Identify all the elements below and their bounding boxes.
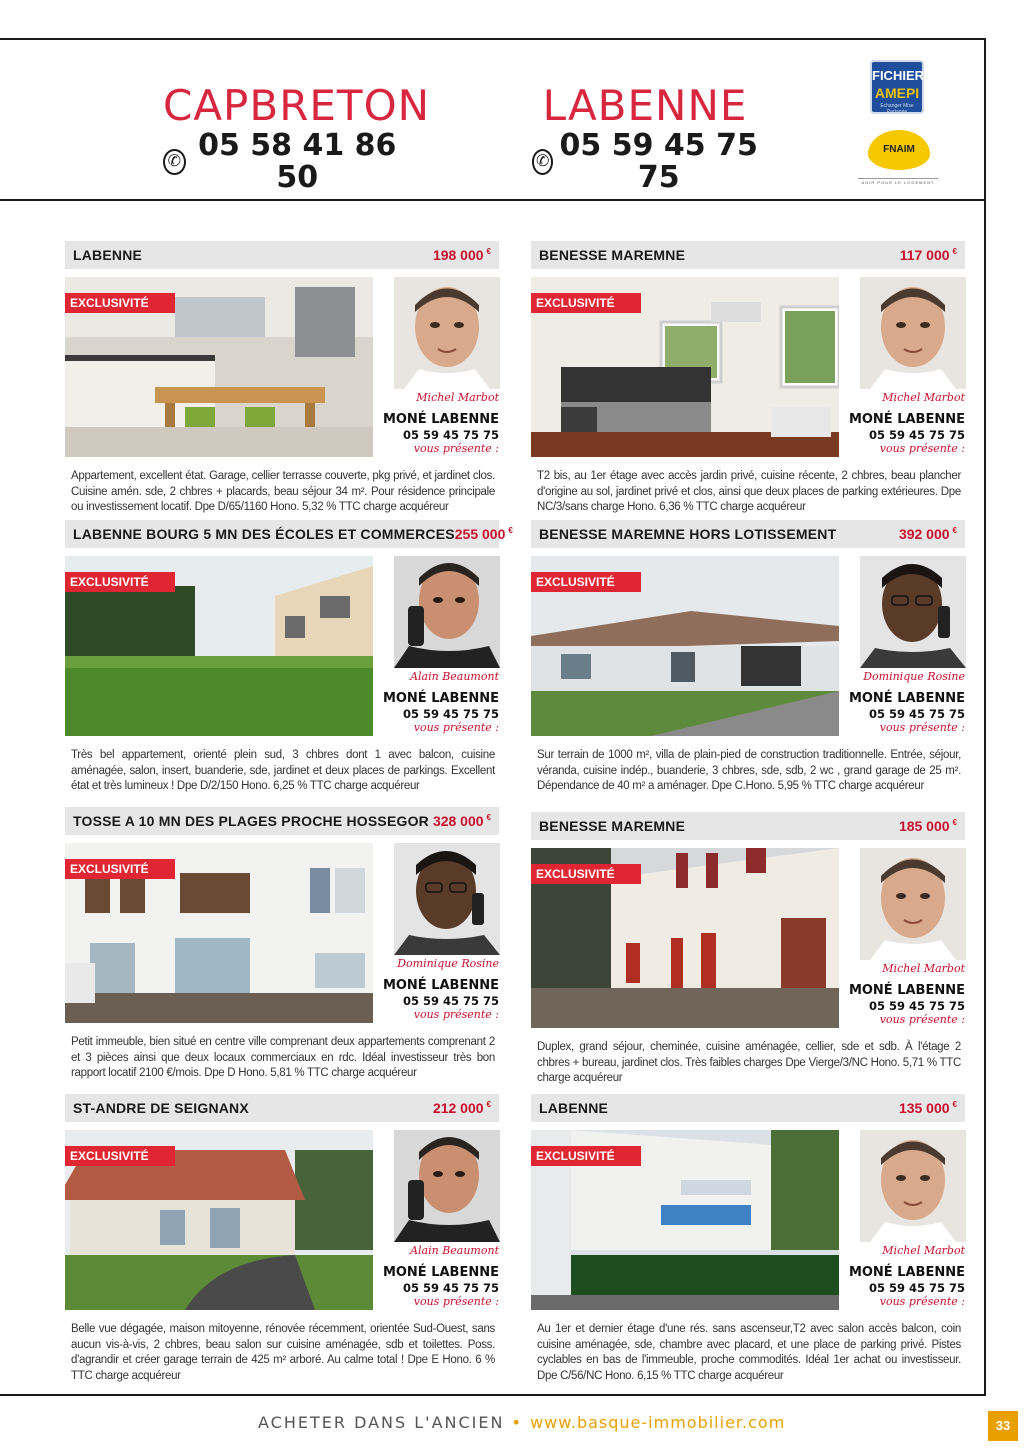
presents-text: vous présente : bbox=[879, 1013, 965, 1026]
agency-name: LABENNE bbox=[542, 81, 748, 130]
footer-bullet: • bbox=[511, 1413, 523, 1432]
listing-description: Belle vue dégagée, maison mitoyenne, rénovée récemment, orientée Sud-Ouest, sans aucun vis-à-vis, 2 chbres, beau salon sur cuisine aménagée, sdb et toilettes. Poss. d'agrandir et créer garage terrain de 425 m² arboré. Au calme total ! Dpe E Hono. 6 % TTC charge acquéreur bbox=[71, 1323, 495, 1382]
price-value: 198 000 bbox=[432, 247, 484, 263]
listing-location: BENESSE MAREMNE bbox=[539, 818, 686, 834]
listing-card[interactable] bbox=[531, 520, 965, 792]
price-currency: € bbox=[952, 1100, 957, 1109]
website-link[interactable]: www.basque-immobilier.com bbox=[530, 1413, 786, 1432]
listing-location: ST-ANDRE DE SEIGNANX bbox=[73, 1100, 249, 1116]
listing-description: Au 1er et dernier étage d'une rés. sans ascenseur,T2 avec salon accès balcon, coin cuisine aménagée, sde, chambre avec placard, et une place de parking privé. Pistes cyclables en bas de l'immeuble, proche commodités. Idéal 1er achat ou investisseur. Dpe C/56/NC Hono. 6,15 % TTC charge acquéreur bbox=[537, 1323, 961, 1382]
office-phone[interactable]: 05 59 45 75 75 bbox=[402, 994, 499, 1008]
listing-header bbox=[531, 241, 965, 269]
property-photo[interactable] bbox=[531, 848, 839, 1028]
presents-text: vous présente : bbox=[879, 721, 965, 734]
listing-description: T2 bis, au 1er étage avec accès jardin privé, cuisine récente, 2 chbres, beau plancher d'origine au sol, jardinet privé et clos, ainsi que deux places de parking extérieures. Dpe NC/3/sans charge Hono. 6,36 % TTC charge acquéreur bbox=[537, 470, 961, 513]
listing-description: Très bel appartement, orienté plein sud, 3 chbres dont 1 avec balcon, cuisine aménagée, salon, insert, buanderie, sde, jardinet et deux places de parkings. Excellent état et très lumineux ! Dpe D/2/150 Hono. 6,25 % TTC charge acquéreur bbox=[71, 749, 495, 792]
listing-price bbox=[899, 526, 957, 542]
exclusivity-badge: EXCLUSIVITÉ bbox=[65, 293, 175, 313]
price-value: 392 000 bbox=[898, 526, 950, 542]
price-currency: € bbox=[952, 526, 957, 535]
listing-description: Duplex, grand séjour, cheminée, cuisine aménagée, cellier, sde et sdb. À l'étage 2 chbres + bureau, jardinet clos. Très faibles charges Dpe Vierge/3/NC Hono. 5,71 % TTC charge acquéreur bbox=[537, 1041, 961, 1084]
listing-location: BENESSE MAREMNE bbox=[539, 247, 686, 263]
price-currency: € bbox=[486, 813, 491, 822]
agency-phone-number: 05 59 45 75 75 bbox=[559, 128, 758, 195]
office-phone[interactable]: 05 59 45 75 75 bbox=[868, 999, 965, 1013]
listing-header bbox=[65, 241, 499, 269]
fnaim-tagline: AGIR POUR LE LOGEMENT bbox=[858, 178, 938, 185]
office-phone[interactable]: 05 59 45 75 75 bbox=[402, 707, 499, 721]
phone-icon: ✆ bbox=[163, 149, 186, 175]
office-phone[interactable]: 05 59 45 75 75 bbox=[868, 428, 965, 442]
price-value: 328 000 bbox=[432, 813, 484, 829]
agency-phone-number: 05 58 41 86 50 bbox=[198, 128, 397, 195]
office-name: MONÉ LABENNE bbox=[848, 1265, 965, 1280]
office-name: MONÉ LABENNE bbox=[382, 1265, 499, 1280]
listing-card[interactable] bbox=[65, 520, 513, 792]
price-currency: € bbox=[486, 1100, 491, 1109]
office-name: MONÉ LABENNE bbox=[848, 412, 965, 427]
fnaim-logo: FNAIM bbox=[868, 130, 930, 170]
presents-text: vous présente : bbox=[413, 442, 499, 455]
listing-card[interactable] bbox=[531, 1094, 965, 1382]
agency-phone[interactable] bbox=[163, 130, 403, 194]
office-name: MONÉ LABENNE bbox=[382, 978, 499, 993]
agent-signature: Michel Marbot bbox=[882, 1244, 965, 1257]
office-name: MONÉ LABENNE bbox=[382, 691, 499, 706]
presents-text: vous présente : bbox=[413, 1008, 499, 1021]
listing-header bbox=[65, 520, 513, 548]
presents-text: vous présente : bbox=[879, 442, 965, 455]
page-number: 33 bbox=[988, 1411, 1018, 1441]
listing-header bbox=[531, 812, 965, 840]
price-value: 185 000 bbox=[898, 818, 950, 834]
agent-photo bbox=[860, 556, 966, 668]
listing-price bbox=[433, 1100, 491, 1116]
price-currency: € bbox=[952, 247, 957, 256]
agent-signature: Michel Marbot bbox=[882, 962, 965, 975]
agency-name: CAPBRETON bbox=[163, 81, 431, 130]
listing-price bbox=[900, 247, 957, 263]
office-name: MONÉ LABENNE bbox=[848, 983, 965, 998]
listing-location: BENESSE MAREMNE HORS LOTISSEMENT bbox=[539, 526, 837, 542]
listing-description: Petit immeuble, bien situé en centre ville comprenant deux appartements comprenant 2 et 3 pièces ainsi que deux locaux commerciaux en rdc. Idéal investisseur très bon rapport locatif 2100 €/mois. Dpe D Hono. 5,81 % TTC charge acquéreur bbox=[71, 1036, 495, 1079]
property-photo[interactable] bbox=[531, 556, 839, 736]
listing-price bbox=[455, 526, 513, 542]
property-photo[interactable] bbox=[65, 843, 373, 1023]
agent-signature: Michel Marbot bbox=[882, 391, 965, 404]
exclusivity-badge: EXCLUSIVITÉ bbox=[531, 572, 641, 592]
listing-price bbox=[433, 247, 491, 263]
listing-location: TOSSE A 10 MN DES PLAGES PROCHE HOSSEGOR bbox=[73, 813, 429, 829]
listing-header bbox=[531, 1094, 965, 1122]
header-divider bbox=[0, 199, 986, 201]
footer bbox=[258, 1413, 785, 1432]
price-currency: € bbox=[508, 526, 513, 535]
office-name: MONÉ LABENNE bbox=[382, 412, 499, 427]
office-phone[interactable]: 05 59 45 75 75 bbox=[402, 1281, 499, 1295]
property-photo[interactable] bbox=[531, 277, 839, 457]
listing-location: LABENNE bbox=[539, 1100, 609, 1116]
exclusivity-badge: EXCLUSIVITÉ bbox=[65, 859, 175, 879]
logo-line: FICHIER bbox=[872, 68, 924, 83]
agent-photo bbox=[860, 277, 966, 389]
agency-labenne bbox=[532, 81, 758, 195]
exclusivity-badge: EXCLUSIVITÉ bbox=[65, 1146, 175, 1166]
property-photo[interactable] bbox=[65, 556, 373, 736]
property-photo[interactable] bbox=[65, 1130, 373, 1310]
agency-phone[interactable] bbox=[532, 130, 758, 194]
agent-signature: Alain Beaumont bbox=[410, 1244, 499, 1257]
agent-photo bbox=[860, 1130, 966, 1242]
listing-price bbox=[899, 818, 957, 834]
exclusivity-badge: EXCLUSIVITÉ bbox=[65, 572, 175, 592]
agent-photo bbox=[394, 277, 500, 389]
agent-photo bbox=[394, 556, 500, 668]
property-photo[interactable] bbox=[65, 277, 373, 457]
office-phone[interactable]: 05 59 45 75 75 bbox=[868, 707, 965, 721]
exclusivity-badge: EXCLUSIVITÉ bbox=[531, 293, 641, 313]
agent-signature: Alain Beaumont bbox=[410, 670, 499, 683]
listing-card[interactable] bbox=[531, 812, 965, 1084]
listing-card[interactable] bbox=[65, 1094, 499, 1382]
phone-icon: ✆ bbox=[532, 149, 553, 175]
property-photo[interactable] bbox=[531, 1130, 839, 1310]
price-currency: € bbox=[486, 247, 491, 256]
listing-header bbox=[531, 520, 965, 548]
office-name: MONÉ LABENNE bbox=[848, 691, 965, 706]
price-currency: € bbox=[952, 818, 957, 827]
agent-photo bbox=[860, 848, 966, 960]
price-value: 117 000 bbox=[899, 247, 950, 263]
presents-text: vous présente : bbox=[879, 1295, 965, 1308]
exclusivity-badge: EXCLUSIVITÉ bbox=[531, 1146, 641, 1166]
presents-text: vous présente : bbox=[413, 721, 499, 734]
listing-price bbox=[899, 1100, 957, 1116]
price-value: 255 000 bbox=[454, 526, 506, 542]
listing-header bbox=[65, 807, 499, 835]
agent-photo bbox=[394, 843, 500, 955]
agent-signature: Dominique Rosine bbox=[863, 670, 965, 683]
price-value: 212 000 bbox=[432, 1100, 484, 1116]
listing-card[interactable] bbox=[531, 241, 965, 513]
agency-capbreton bbox=[163, 81, 431, 195]
office-phone[interactable]: 05 59 45 75 75 bbox=[402, 428, 499, 442]
agent-photo bbox=[394, 1130, 500, 1242]
exclusivity-badge: EXCLUSIVITÉ bbox=[531, 864, 641, 884]
listing-location: LABENNE BOURG 5 MN DES ÉCOLES ET COMMERCES bbox=[73, 526, 455, 542]
logo-line: AMEPI bbox=[874, 85, 920, 101]
listing-header bbox=[65, 1094, 499, 1122]
agent-signature: Dominique Rosine bbox=[397, 957, 499, 970]
price-value: 135 000 bbox=[898, 1100, 950, 1116]
listing-card[interactable] bbox=[65, 807, 499, 1079]
listing-description: Appartement, excellent état. Garage, cellier terrasse couverte, pkg privé, et jardinet clos. Cuisine amén. sde, 2 chbres + placards, beau séjour 34 m². Pour résidence principale ou investissement locatif. Dpe D/65/1160 Hono. 5,32 % TTC charge acquéreur bbox=[71, 470, 495, 513]
presents-text: vous présente : bbox=[413, 1295, 499, 1308]
listing-location: LABENNE bbox=[73, 247, 143, 263]
office-phone[interactable]: 05 59 45 75 75 bbox=[868, 1281, 965, 1295]
fichier-amepi-logo bbox=[870, 60, 924, 114]
listing-price bbox=[433, 813, 491, 829]
agent-signature: Michel Marbot bbox=[416, 391, 499, 404]
listing-description: Sur terrain de 1000 m², villa de plain-pied de construction traditionnelle. Entrée, séjour, véranda, cuisine indép., buanderie, 3 chbres, sde, sdb, 2 wc , grand garage de 25 m². Dépendance de 40 m² a aménager. Dpe C.Hono. 5,95 % TTC charge acquéreur bbox=[537, 749, 961, 792]
listing-card[interactable] bbox=[65, 241, 499, 513]
logo-line: Echanger Mise Partagée bbox=[880, 103, 914, 115]
magazine-name: ACHETER DANS L'ANCIEN bbox=[258, 1413, 505, 1432]
